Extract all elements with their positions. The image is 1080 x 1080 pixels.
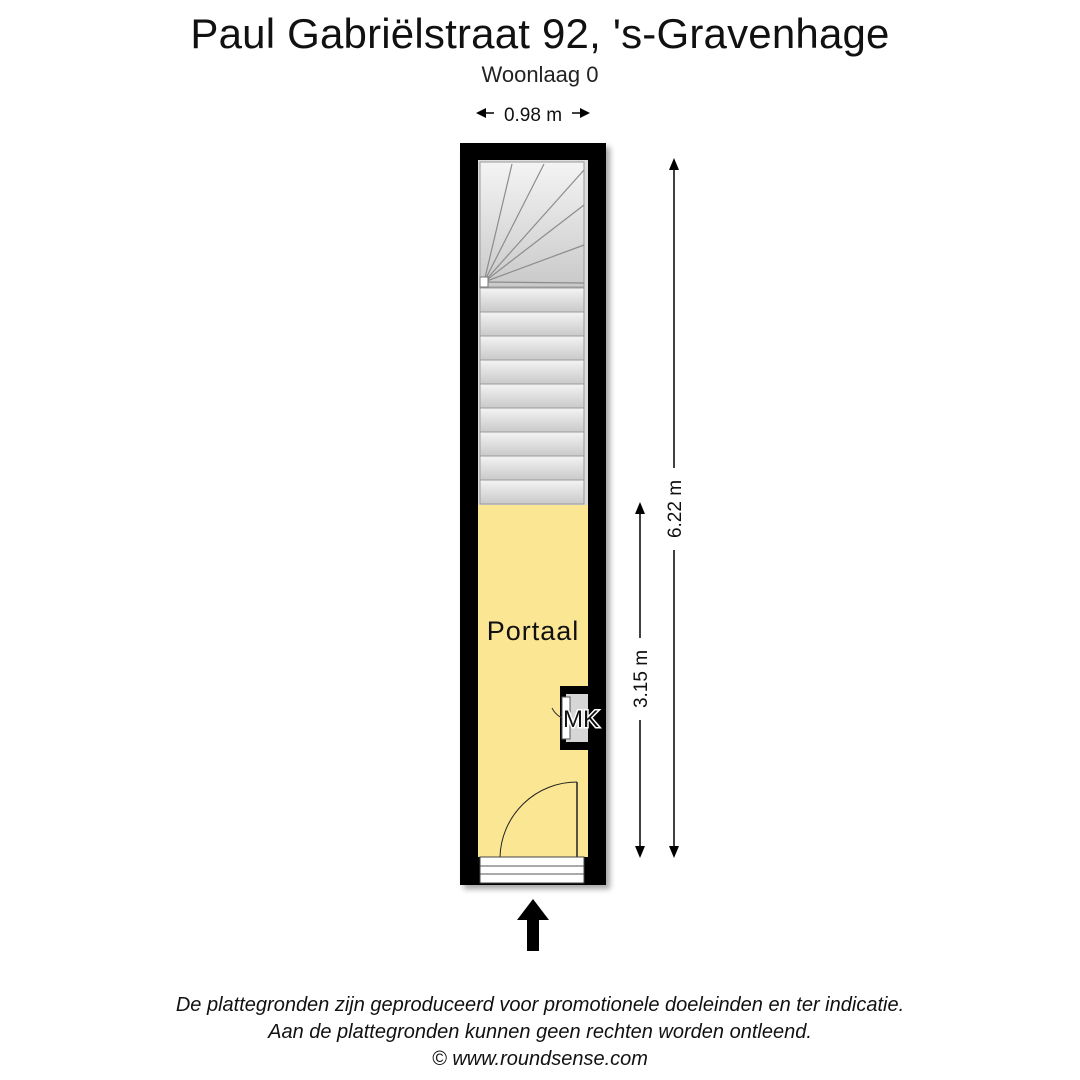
arrow-up-icon	[517, 899, 549, 951]
dimension-total-height	[665, 158, 686, 858]
dimension-portaal-height-label: 3.15 m	[631, 649, 652, 709]
arrow-down-icon	[635, 846, 645, 858]
arrow-up-icon	[669, 158, 679, 170]
stair-step	[480, 336, 584, 360]
stair-step	[480, 288, 584, 312]
stair-post	[480, 277, 488, 287]
stair-step	[480, 312, 584, 336]
dimension-width-label: 0.98 m	[503, 105, 563, 126]
threshold-frame	[480, 857, 584, 883]
stair-step	[480, 360, 584, 384]
stair-step	[480, 384, 584, 408]
floor-level-label: Woonlaag 0	[481, 62, 599, 87]
copyright-line: © www.roundsense.com	[432, 1048, 648, 1070]
dimension-total-height-label: 6.22 m	[665, 479, 686, 539]
entrance-arrow-icon	[517, 899, 549, 951]
meter-cupboard-label: MK	[563, 706, 599, 733]
arrow-right-icon	[580, 108, 590, 118]
page-title: Paul Gabriëlstraat 92, 's-Gravenhage	[190, 10, 890, 57]
dimension-portaal-height	[631, 502, 652, 858]
stair-step	[480, 456, 584, 480]
disclaimer-line-1: De plattegronden zijn geproduceerd voor promotionele doeleinden en ter indicatie.	[175, 994, 905, 1016]
stair-step	[480, 480, 584, 504]
entrance-threshold	[480, 857, 584, 883]
disclaimer-line-2: Aan de plattegronden kunnen geen rechten worden ontleend.	[268, 1021, 812, 1043]
stair-step	[480, 408, 584, 432]
arrow-left-icon	[476, 108, 486, 118]
dimension-width	[476, 105, 590, 126]
staircase	[480, 162, 584, 504]
room-label-portaal: Portaal	[486, 616, 580, 646]
arrow-up-icon	[635, 502, 645, 514]
stair-step	[480, 432, 584, 456]
arrow-down-icon	[669, 846, 679, 858]
room-portaal-floor	[478, 505, 588, 857]
